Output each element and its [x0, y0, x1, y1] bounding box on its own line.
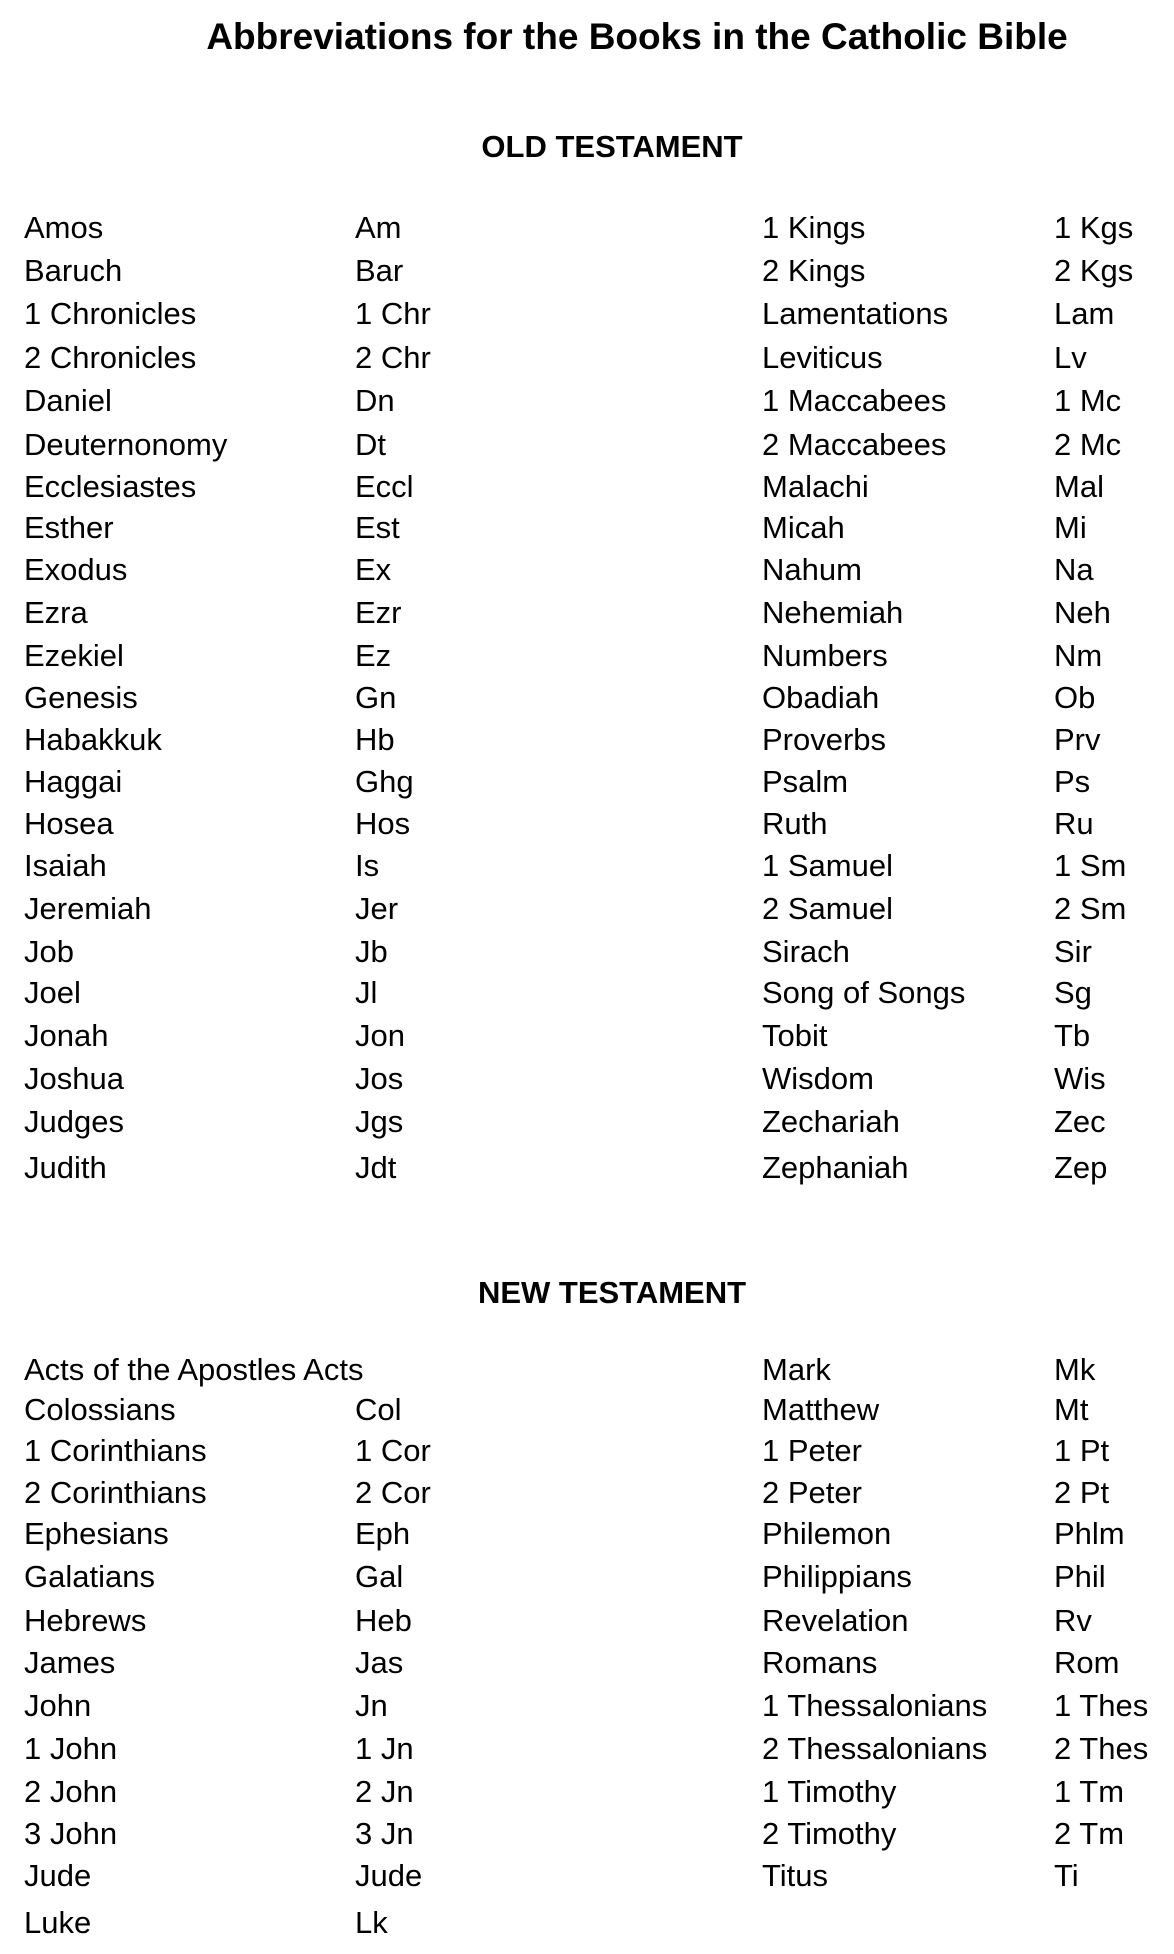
- ot-book-abbreviation: Jon: [355, 1018, 405, 1053]
- nt-book-abbreviation: 2 Jn: [355, 1774, 414, 1809]
- ot-book-name: 2 Chronicles: [24, 340, 197, 375]
- nt-book-name: Colossians: [24, 1392, 176, 1427]
- ot-book-abbreviation: Ex: [355, 552, 392, 587]
- ot-book-abbreviation: Dn: [355, 383, 395, 418]
- nt-book-name: Philemon: [762, 1516, 892, 1551]
- ot-book-name: Ezekiel: [24, 638, 124, 673]
- nt-book-abbreviation: 2 Cor: [355, 1475, 431, 1510]
- nt-book-abbreviation: Jude: [355, 1858, 423, 1893]
- ot-book-abbreviation: Est: [355, 510, 400, 545]
- ot-book-abbreviation: Mi: [1054, 510, 1087, 545]
- ot-book-abbreviation: Ob: [1054, 680, 1096, 715]
- ot-book-name: Sirach: [762, 934, 850, 969]
- ot-book-abbreviation: Ez: [355, 638, 392, 673]
- ot-book-name: Judges: [24, 1104, 124, 1139]
- nt-book-abbreviation: 1 Thes: [1054, 1688, 1149, 1723]
- ot-book-abbreviation: Prv: [1054, 722, 1101, 757]
- ot-book-name: 1 Maccabees: [762, 383, 947, 418]
- ot-book-name: Malachi: [762, 469, 869, 504]
- ot-book-abbreviation: Na: [1054, 552, 1094, 587]
- ot-book-abbreviation: Lam: [1054, 296, 1115, 331]
- ot-book-abbreviation: Jgs: [355, 1104, 404, 1139]
- ot-book-abbreviation: Zec: [1054, 1104, 1106, 1139]
- ot-book-name: Proverbs: [762, 722, 887, 757]
- nt-book-abbreviation: Gal: [355, 1559, 404, 1594]
- nt-book-abbreviation: Col: [355, 1392, 402, 1427]
- nt-book-abbreviation: Phil: [1054, 1559, 1106, 1594]
- ot-book-abbreviation: 2 Chr: [355, 340, 431, 375]
- ot-book-name: Daniel: [24, 383, 112, 418]
- ot-book-name: Haggai: [24, 764, 123, 799]
- nt-book-abbreviation: Mk: [1054, 1352, 1096, 1387]
- ot-book-name: Psalm: [762, 764, 849, 799]
- ot-book-abbreviation: 1 Kgs: [1054, 210, 1134, 245]
- ot-book-name: Zechariah: [762, 1104, 900, 1139]
- nt-book-name: Revelation: [762, 1603, 909, 1638]
- nt-book-abbreviation: Eph: [355, 1516, 411, 1551]
- nt-book-name: 2 Peter: [762, 1475, 862, 1510]
- nt-book-name: 1 Timothy: [762, 1774, 897, 1809]
- ot-book-name: Micah: [762, 510, 845, 545]
- ot-book-name: 2 Samuel: [762, 891, 893, 926]
- ot-book-name: 1 Chronicles: [24, 296, 197, 331]
- ot-book-abbreviation: 2 Mc: [1054, 427, 1122, 462]
- ot-book-abbreviation: Neh: [1054, 595, 1111, 630]
- nt-book-abbreviation: 1 Pt: [1054, 1433, 1110, 1468]
- ot-book-abbreviation: Gn: [355, 680, 397, 715]
- ot-book-name: Ecclesiastes: [24, 469, 197, 504]
- nt-book-name: Matthew: [762, 1392, 880, 1427]
- ot-book-name: Numbers: [762, 638, 888, 673]
- nt-book-name: Hebrews: [24, 1603, 147, 1638]
- ot-book-abbreviation: Mal: [1054, 469, 1104, 504]
- ot-book-name: Judith: [24, 1150, 107, 1185]
- ot-book-name: 1 Samuel: [762, 848, 893, 883]
- nt-book-name: Galatians: [24, 1559, 155, 1594]
- ot-book-abbreviation: Bar: [355, 253, 404, 288]
- ot-book-name: Obadiah: [762, 680, 880, 715]
- ot-book-abbreviation: Hb: [355, 722, 395, 757]
- page-title: Abbreviations for the Books in the Catholic Bible: [206, 16, 1068, 57]
- nt-book-abbreviation: 2 Tm: [1054, 1816, 1125, 1851]
- nt-book-name: 1 Peter: [762, 1433, 862, 1468]
- ot-book-abbreviation: Nm: [1054, 638, 1103, 673]
- ot-book-name: Habakkuk: [24, 722, 162, 757]
- ot-book-abbreviation: Zep: [1054, 1150, 1108, 1185]
- nt-book-abbreviation: 2 Pt: [1054, 1475, 1110, 1510]
- ot-book-abbreviation: Is: [355, 848, 380, 883]
- ot-book-name: Ruth: [762, 806, 828, 841]
- ot-book-abbreviation: Ezr: [355, 595, 402, 630]
- ot-book-name: Genesis: [24, 680, 138, 715]
- nt-book-name: John: [24, 1688, 92, 1723]
- nt-book-abbreviation: Phlm: [1054, 1516, 1125, 1551]
- nt-book-name: James: [24, 1645, 116, 1680]
- ot-book-name: Zephaniah: [762, 1150, 909, 1185]
- ot-book-abbreviation: Sg: [1054, 975, 1092, 1010]
- nt-book-abbreviation: Rv: [1054, 1603, 1092, 1638]
- ot-book-name: Joshua: [24, 1061, 124, 1096]
- nt-book-abbreviation: 3 Jn: [355, 1816, 414, 1851]
- old-testament-heading: OLD TESTAMENT: [481, 129, 743, 164]
- ot-book-name: Jonah: [24, 1018, 109, 1053]
- ot-book-name: 1 Kings: [762, 210, 866, 245]
- nt-book-name: Luke: [24, 1905, 92, 1940]
- nt-book-abbreviation: Jn: [355, 1688, 388, 1723]
- ot-book-abbreviation: Tb: [1054, 1018, 1091, 1053]
- ot-book-abbreviation: Jer: [355, 891, 399, 926]
- ot-book-abbreviation: Eccl: [355, 469, 414, 504]
- ot-book-abbreviation: Ghg: [355, 764, 414, 799]
- nt-book-name: Titus: [762, 1858, 829, 1893]
- ot-book-name: 2 Kings: [762, 253, 866, 288]
- ot-book-abbreviation: 1 Chr: [355, 296, 431, 331]
- ot-book-abbreviation: Hos: [355, 806, 411, 841]
- ot-book-abbreviation: 2 Kgs: [1054, 253, 1134, 288]
- nt-book-name: Acts of the Apostles Acts: [24, 1352, 364, 1387]
- nt-book-name: Mark: [762, 1352, 831, 1387]
- nt-book-abbreviation: Heb: [355, 1603, 412, 1638]
- nt-book-name: Philippians: [762, 1559, 912, 1594]
- new-testament-heading: NEW TESTAMENT: [477, 1275, 747, 1310]
- nt-book-name: 1 Thessalonians: [762, 1688, 988, 1723]
- ot-book-abbreviation: Ru: [1054, 806, 1094, 841]
- ot-book-abbreviation: Am: [355, 210, 402, 245]
- nt-book-name: 1 Corinthians: [24, 1433, 207, 1468]
- nt-book-name: 2 Timothy: [762, 1816, 897, 1851]
- ot-book-abbreviation: Lv: [1054, 340, 1087, 375]
- ot-book-name: Isaiah: [24, 848, 107, 883]
- ot-book-name: Job: [24, 934, 74, 969]
- nt-book-abbreviation: Mt: [1054, 1392, 1089, 1427]
- nt-book-abbreviation: Jas: [355, 1645, 404, 1680]
- ot-book-abbreviation: Ps: [1054, 764, 1091, 799]
- nt-book-name: 1 John: [24, 1731, 118, 1766]
- nt-book-abbreviation: 1 Jn: [355, 1731, 414, 1766]
- ot-book-abbreviation: Jdt: [355, 1150, 397, 1185]
- ot-book-abbreviation: Wis: [1054, 1061, 1106, 1096]
- ot-book-name: Leviticus: [762, 340, 883, 375]
- nt-book-name: Romans: [762, 1645, 878, 1680]
- nt-book-name: 2 John: [24, 1774, 118, 1809]
- nt-book-name: 2 Thessalonians: [762, 1731, 988, 1766]
- ot-book-name: Wisdom: [762, 1061, 874, 1096]
- ot-book-abbreviation: Sir: [1054, 934, 1092, 969]
- nt-book-name: Ephesians: [24, 1516, 169, 1551]
- nt-book-name: Jude: [24, 1858, 92, 1893]
- nt-book-abbreviation: 2 Thes: [1054, 1731, 1149, 1766]
- ot-book-name: Baruch: [24, 253, 123, 288]
- ot-book-name: Song of Songs: [762, 975, 966, 1010]
- nt-book-abbreviation: Rom: [1054, 1645, 1120, 1680]
- ot-book-name: 2 Maccabees: [762, 427, 947, 462]
- ot-book-name: Hosea: [24, 806, 114, 841]
- ot-book-name: Lamentations: [762, 296, 949, 331]
- ot-book-name: Exodus: [24, 552, 128, 587]
- nt-book-abbreviation: Ti: [1054, 1858, 1079, 1893]
- ot-book-name: Jeremiah: [24, 891, 152, 926]
- ot-book-abbreviation: Jos: [355, 1061, 404, 1096]
- nt-book-abbreviation: 1 Cor: [355, 1433, 431, 1468]
- nt-book-abbreviation: 1 Tm: [1054, 1774, 1125, 1809]
- ot-book-name: Nehemiah: [762, 595, 904, 630]
- ot-book-abbreviation: 2 Sm: [1054, 891, 1127, 926]
- nt-book-name: 3 John: [24, 1816, 118, 1851]
- ot-book-name: Joel: [24, 975, 81, 1010]
- ot-book-abbreviation: 1 Mc: [1054, 383, 1122, 418]
- ot-book-name: Amos: [24, 210, 104, 245]
- ot-book-name: Esther: [24, 510, 114, 545]
- ot-book-abbreviation: Jl: [355, 975, 378, 1010]
- ot-book-name: Nahum: [762, 552, 862, 587]
- ot-book-abbreviation: Jb: [355, 934, 388, 969]
- nt-book-name: 2 Corinthians: [24, 1475, 207, 1510]
- ot-book-name: Deuternonomy: [24, 427, 228, 462]
- nt-book-abbreviation: Lk: [355, 1905, 388, 1940]
- ot-book-name: Ezra: [24, 595, 88, 630]
- ot-book-name: Tobit: [762, 1018, 828, 1053]
- ot-book-abbreviation: Dt: [355, 427, 386, 462]
- ot-book-abbreviation: 1 Sm: [1054, 848, 1127, 883]
